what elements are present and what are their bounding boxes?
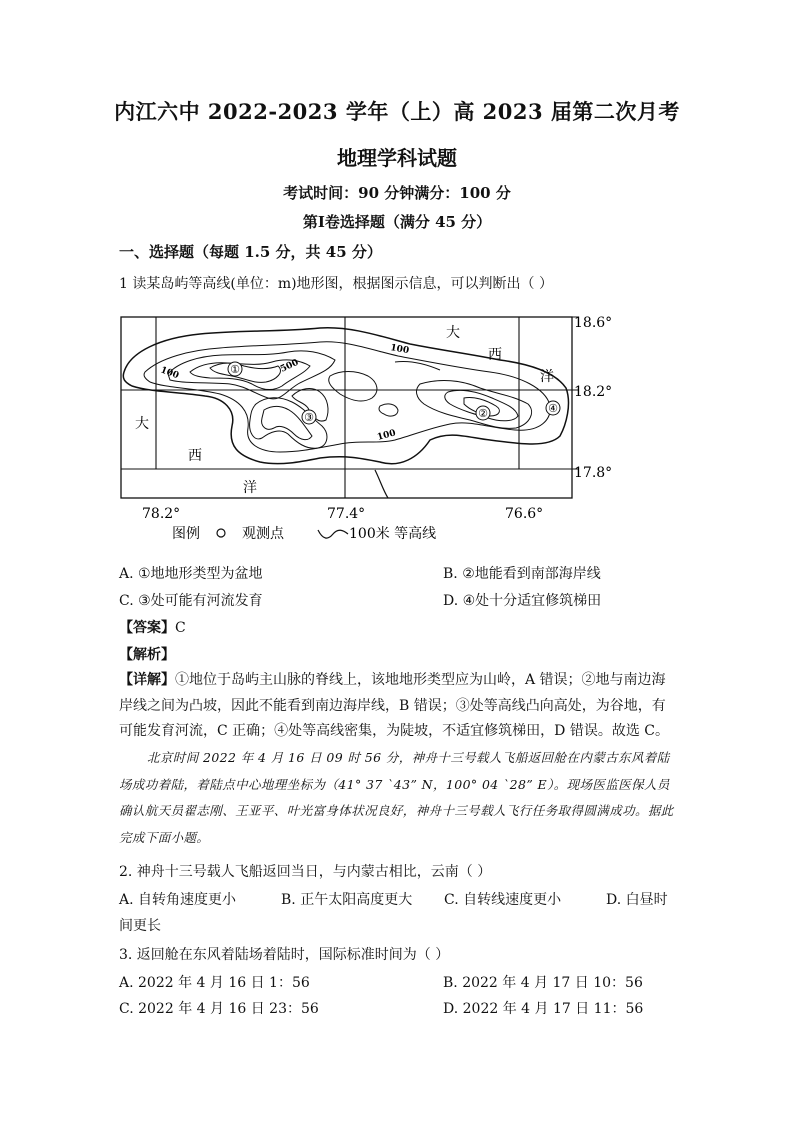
contour-label: 500 bbox=[279, 357, 301, 375]
ocean-label: 西 bbox=[488, 347, 502, 363]
analysis-label: 【解析】 bbox=[119, 647, 175, 663]
lon-label: 77.4° bbox=[327, 506, 366, 522]
q3-option-b: B. 2022 年 4 月 17 日 10：56 bbox=[443, 975, 643, 991]
point-2: ② bbox=[478, 407, 488, 420]
q2-stem: 2. 神舟十三号载人飞船返回当日，与内蒙古相比，云南（ ） bbox=[119, 864, 492, 880]
q3-option-d: D. 2022 年 4 月 17 日 11：56 bbox=[443, 1001, 644, 1017]
detail-label: 【详解】 bbox=[119, 672, 175, 688]
legend-point-text: 观测点 bbox=[242, 526, 284, 542]
legend-label: 图例 bbox=[172, 526, 200, 542]
passage-text: 北京时间 2022 年 4 月 16 日 09 时 56 分，神舟十三号载人飞船返回舱在内蒙古东风着陆场成功着陆，着陆点中心地理坐标为（41° 37 `43” N，100° 04 `28” E）。现场医监医保人员确认航天员翟志刚、王亚平、叶光富身体状况良好，神舟十三号载人飞行任务取得圆满成功。据此完成下面小题。 bbox=[119, 750, 674, 845]
ocean-label: 大 bbox=[135, 416, 149, 432]
exam-info: 考试时间：90 分钟满分：100 分 bbox=[283, 184, 511, 202]
lat-label: 18.2° bbox=[574, 384, 613, 400]
q1-answer bbox=[119, 617, 186, 637]
q1-stem: 1 读某岛屿等高线(单位：m)地形图，根据图示信息，可以判断出（ ） bbox=[119, 276, 554, 292]
exam-title: 内江六中 2022-2023 学年（上）高 2023 届第二次月考 bbox=[114, 99, 680, 124]
point-1: ① bbox=[230, 363, 240, 376]
answer-label: 【答案】 bbox=[119, 620, 175, 636]
q2-option-d-wrap: 间更长 bbox=[119, 918, 161, 934]
point-4: ④ bbox=[548, 402, 558, 415]
q2-option-b: B. 正午太阳高度更大 bbox=[281, 892, 413, 908]
lon-label: 78.2° bbox=[142, 506, 181, 522]
subject-title: 地理学科试题 bbox=[337, 146, 457, 170]
q2-option-d: D. 白昼时 bbox=[606, 892, 668, 908]
q1-option-b: B. ②地能看到南部海岸线 bbox=[443, 566, 601, 582]
lat-label: 17.8° bbox=[574, 465, 613, 481]
q2-option-c: C. 自转线速度更小 bbox=[444, 892, 562, 908]
ocean-label: 洋 bbox=[540, 369, 554, 385]
legend-point-symbol bbox=[217, 529, 225, 537]
q3-option-c: C. 2022 年 4 月 16 日 23：56 bbox=[119, 1001, 319, 1017]
island-contour-map bbox=[0, 305, 794, 565]
ocean-label: 西 bbox=[188, 448, 202, 464]
q3-stem: 3. 返回舱在东风着陆场着陆时，国际标准时间为（ ） bbox=[119, 947, 450, 963]
q1-detail bbox=[119, 668, 675, 745]
detail-text: ①地位于岛屿主山脉的脊线上，该地地形类型应为山岭，A 错误；②地与南边海岸线之间为凸坡，因此不能看到南边海岸线，B 错误；③处等高线凸向高处，为谷地，有可能发育河流，C 正确；④处等高线密集，为陡坡，不适宜修筑梯田，D 错误。故选 C。 bbox=[119, 672, 669, 739]
lat-label: 18.6° bbox=[574, 315, 613, 331]
lon-label: 76.6° bbox=[505, 506, 544, 522]
passage bbox=[119, 745, 675, 851]
ocean-label: 洋 bbox=[243, 480, 257, 496]
legend-contour-text: 100米 等高线 bbox=[349, 526, 437, 542]
legend-contour-symbol bbox=[318, 530, 348, 538]
q3-option-a: A. 2022 年 4 月 16 日 1：56 bbox=[119, 975, 310, 991]
contour-label: 100 bbox=[158, 365, 181, 382]
point-3: ③ bbox=[304, 411, 314, 424]
answer-value: C bbox=[175, 620, 186, 636]
q1-option-d: D. ④处十分适宜修筑梯田 bbox=[443, 593, 602, 609]
contour-label: 100 bbox=[389, 343, 410, 357]
part-title: 第Ⅰ卷选择题（满分 45 分） bbox=[302, 213, 492, 231]
q2-option-a: A. 自转角速度更小 bbox=[119, 892, 237, 908]
ocean-label: 大 bbox=[446, 325, 460, 341]
q1-option-a: A. ①地地形类型为盆地 bbox=[119, 566, 263, 582]
contour-label: 100 bbox=[376, 428, 397, 443]
q1-option-c: C. ③处可能有河流发育 bbox=[119, 593, 263, 609]
section-title: 一、选择题（每题 1.5 分，共 45 分） bbox=[119, 243, 382, 261]
